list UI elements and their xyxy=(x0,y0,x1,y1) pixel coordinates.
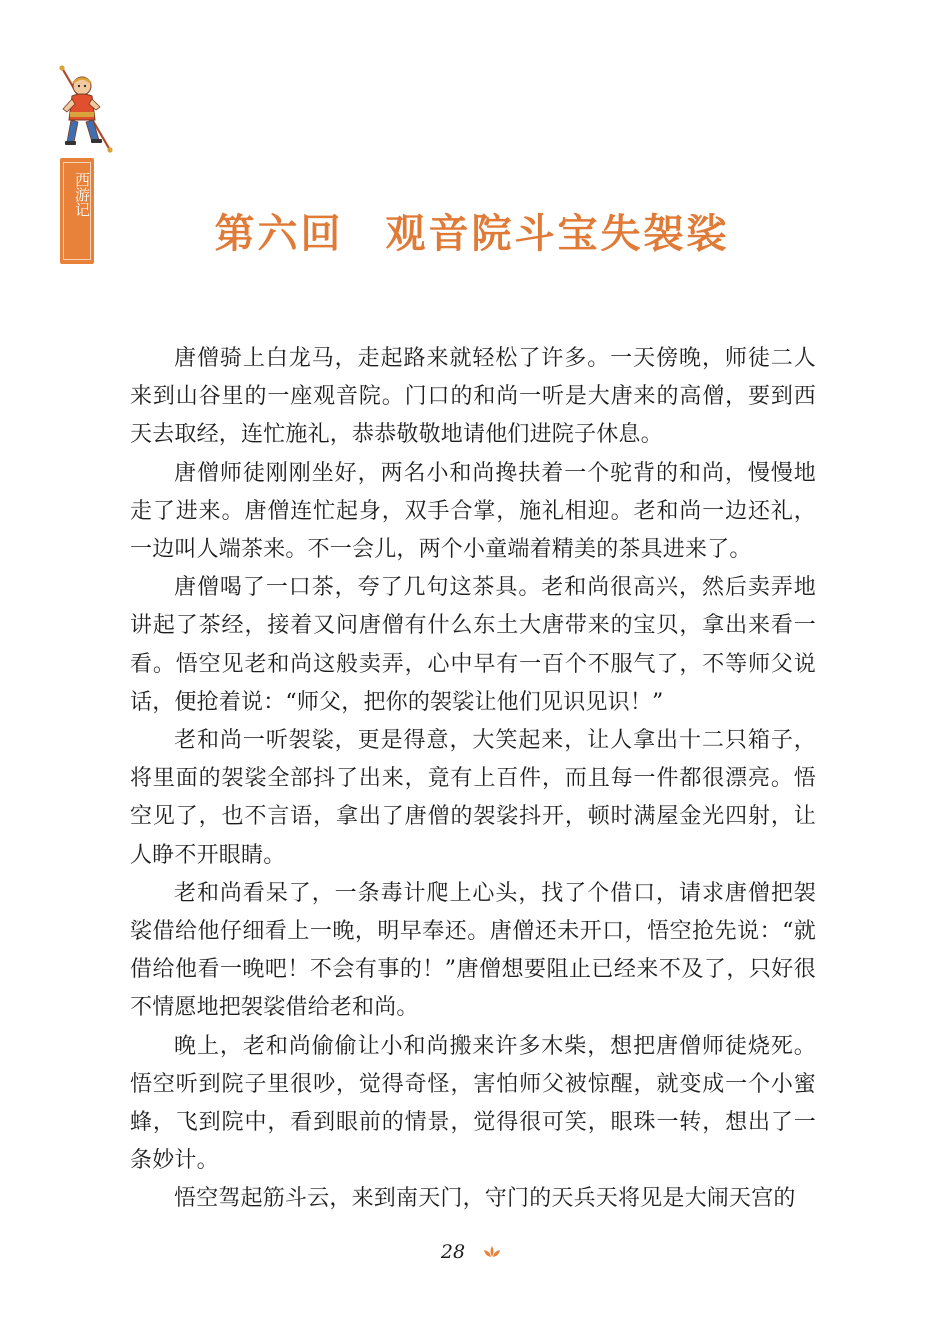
chapter-title: 观音院斗宝失袈裟 xyxy=(385,210,730,257)
chapter-heading xyxy=(0,206,944,262)
monkey-king-icon xyxy=(52,62,118,154)
page-footer xyxy=(0,1240,944,1263)
chapter-number: 第六回 xyxy=(214,210,344,257)
paragraph: 老和尚看呆了，一条毒计爬上心头，找了个借口，请求唐僧把袈裟借给他仔细看上一晚，明早奉还。唐僧还未开口，悟空抢先说：“就借给他看一晚吧！不会有事的！”唐僧想要阻止已经来不及了，只好很不情愿地把袈裟借给老和尚。 xyxy=(130,880,816,1021)
paragraph: 唐僧喝了一口茶，夸了几句这茶具。老和尚很高兴，然后卖弄地讲起了茶经，接着又问唐僧有什么东土大唐带来的宝贝，拿出来看一看。悟空见老和尚这般卖弄，心中早有一百个不服气了，不等师父说话，便抢着说：“师父，把你的袈裟让他们见识见识！” xyxy=(130,575,816,715)
body-text xyxy=(130,340,816,1219)
paragraph: 唐僧师徒刚刚坐好，两名小和尚搀扶着一个驼背的和尚，慢慢地走了进来。唐僧连忙起身，双手合掌，施礼相迎。老和尚一边还礼，一边叫人端茶来。不一会儿，两个小童端着精美的茶具进来了。 xyxy=(130,460,816,563)
paragraph: 老和尚一听袈裟，更是得意，大笑起来，让人拿出十二只箱子，将里面的袈裟全部抖了出来，竟有上百件，而且每一件都很漂亮。悟空见了，也不言语，拿出了唐僧的袈裟抖开，顿时满屋金光四射，让人睁不开眼睛。 xyxy=(130,728,816,868)
paragraph: 唐僧骑上白龙马，走起路来就轻松了许多。一天傍晚，师徒二人来到山谷里的一座观音院。门口的和尚一听是大唐来的高僧，要到西天去取经，连忙施礼，恭恭敬敬地请他们进院子休息。 xyxy=(130,346,816,448)
lotus-ornament-icon xyxy=(481,1245,503,1259)
paragraph: 悟空驾起筋斗云，来到南天门，守门的天兵天将见是大闹天宫的 xyxy=(174,1186,796,1212)
book-title: 西游记 xyxy=(73,172,91,217)
page-number: 28 xyxy=(440,1241,466,1263)
paragraph: 晚上，老和尚偷偷让小和尚搬来许多木柴，想把唐僧师徒烧死。悟空听到院子里很吵，觉得奇怪，害怕师父被惊醒，就变成一个小蜜蜂，飞到院中，看到眼前的情景，觉得很可笑，眼珠一转，想出了一条妙计。 xyxy=(130,1033,816,1174)
